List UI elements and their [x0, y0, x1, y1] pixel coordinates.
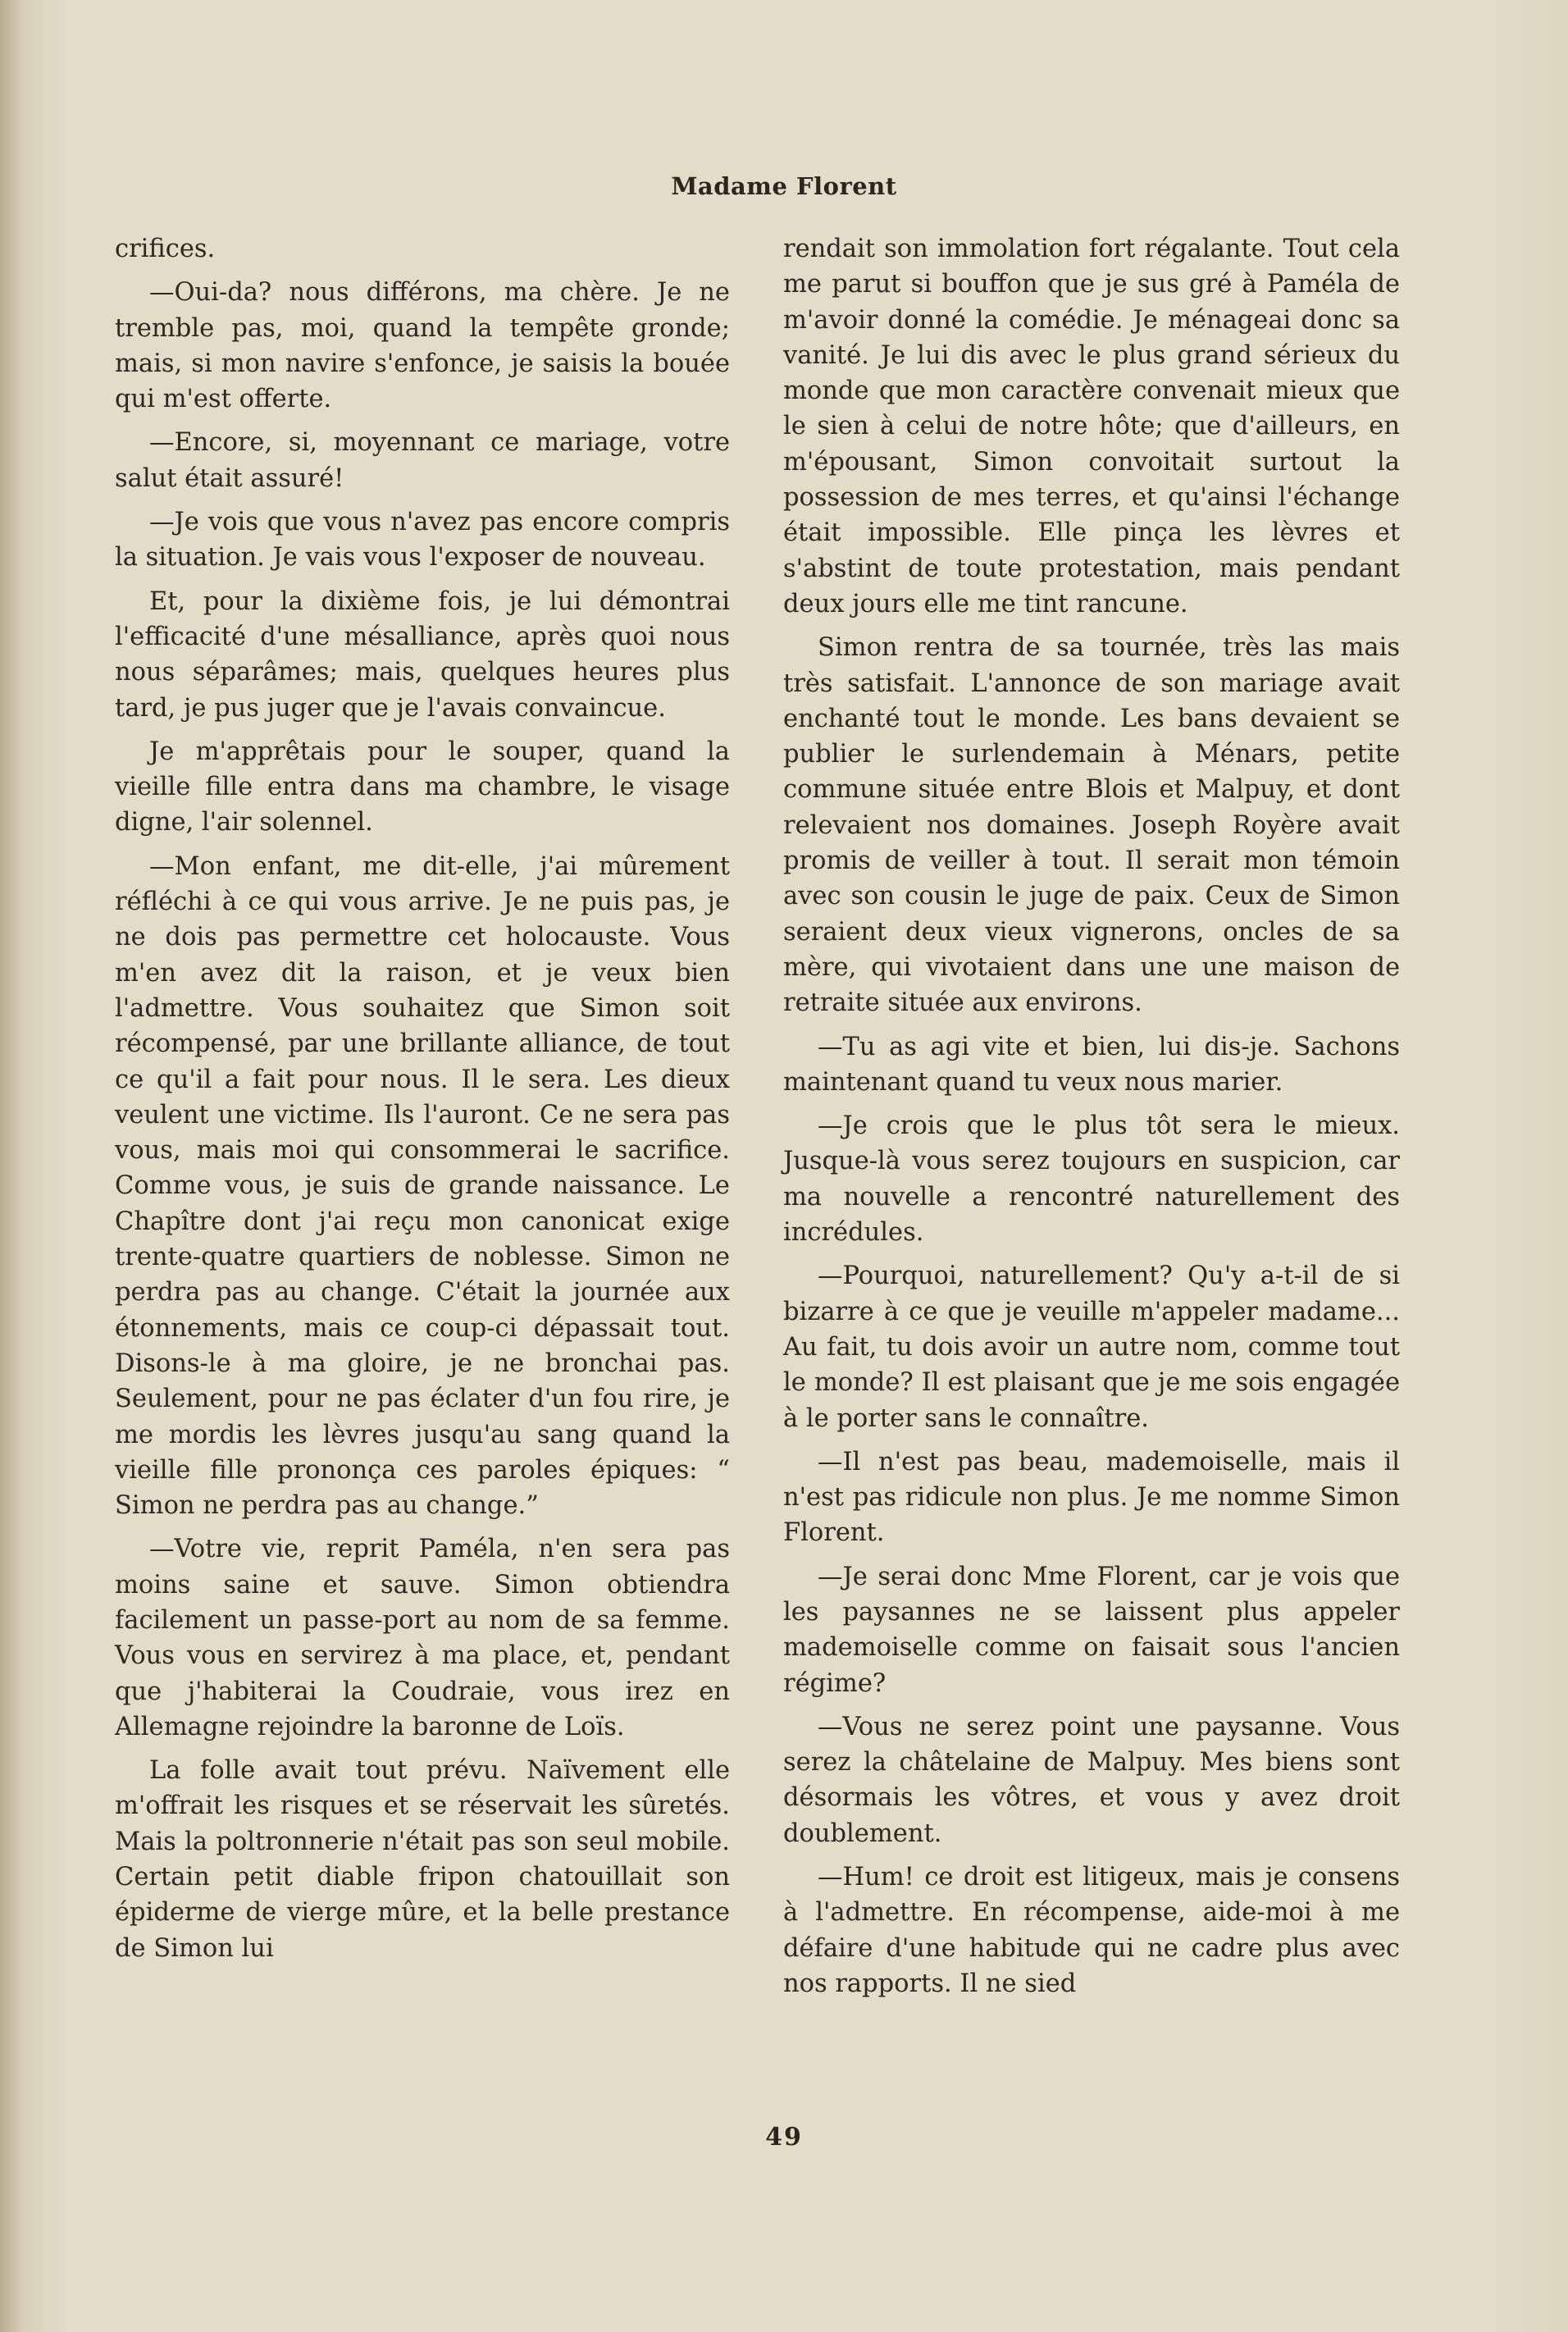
paragraph: —Vous ne serez point une paysanne. Vous serez la châtelaine de Malpuy. Mes biens sont désormais les vôtres, et vous y avez droit doublement. — [783, 1712, 1400, 1848]
paragraph: Et, pour la dixième fois, je lui démontrai l'efficacité d'une mésalliance, après quoi nous nous séparâmes; mais, quelques heures plus tard, je pus juger que je l'avais convaincue. — [115, 586, 730, 723]
right-column — [783, 231, 1400, 2010]
paragraph: —Pourquoi, naturellement? Qu'y a-t-il de si bizarre à ce que je veuille m'appeler madame... Au fait, tu dois avoir un autre nom, comme tout le monde? Il est plaisant que je me sois engagée à le porter sans le connaître. — [783, 1262, 1400, 1433]
page-number: 49 — [765, 2123, 803, 2152]
paragraph: rendait son immolation fort régalante. Tout cela me parut si bouffon que je sus gré à Paméla de m'avoir donné la comédie. Je ménageai donc sa vanité. Je lui dis avec le plus grand sérieux du monde que mon caractère convenait mieux que le sien à celui de notre hôte; que d'ailleurs, en m'épousant, Simon convoitait surtout la possession de mes terres, et qu'ainsi l'échange était impossible. Elle pinça les lèvres et s'abstint de toute protestation, mais pendant deux jours elle me tint rancune. — [783, 235, 1400, 618]
running-title: Madame Florent — [671, 172, 897, 200]
paragraph: crifices. — [115, 235, 216, 263]
paragraph: —Il n'est pas beau, mademoiselle, mais il n'est pas ridicule non plus. Je me nomme Simon Florent. — [783, 1447, 1400, 1548]
paragraph: —Oui-da? nous différons, ma chère. Je ne tremble pas, moi, quand la tempête gronde; mais, si mon navire s'enfonce, je saisis la bouée qui m'est offerte. — [115, 278, 730, 414]
left-column — [115, 231, 730, 1974]
paragraph: —Je crois que le plus tôt sera le mieux. Jusque-là vous serez toujours en suspicion, car ma nouvelle a rencontré naturellement des incrédules. — [783, 1111, 1400, 1248]
paragraph: La folle avait tout prévu. Naïvement elle m'offrait les risques et se réservait les sûretés. Mais la poltronnerie n'était pas son seul mobile. Certain petit diable fripon chatouillait son épiderme de vierge mûre, et la belle prestance de Simon lui — [115, 1756, 730, 1963]
paragraph: —Encore, si, moyennant ce mariage, votre salut était assuré! — [115, 428, 730, 493]
paragraph: Je m'apprêtais pour le souper, quand la vieille fille entra dans ma chambre, le visage digne, l'air solennel. — [115, 737, 730, 837]
paragraph: —Tu as agi vite et bien, lui dis-je. Sachons maintenant quand tu veux nous marier. — [783, 1032, 1400, 1097]
paragraph: Simon rentra de sa tournée, très las mais très satisfait. L'annonce de son mariage avait enchanté tout le monde. Les bans devaient se publier le surlendemain à Ménars, petite commune située entre Blois et Malpuy, et dont relevaient nos domaines. Joseph Royère avait promis de veiller à tout. Il serait mon témoin avec son cousin le juge de paix. Ceux de Simon seraient deux vieux vignerons, oncles de sa mère, qui vivotaient dans une une maison de retraite située aux environs. — [783, 633, 1400, 1018]
paragraph: —Je serai donc Mme Florent, car je vois que les paysannes ne se laissent plus appeler mademoiselle comme on faisait sous l'ancien régime? — [783, 1562, 1400, 1698]
paragraph: —Mon enfant, me dit-elle, j'ai mûrement réfléchi à ce qui vous arrive. Je ne puis pas, je ne dois pas permettre cet holocauste. Vous m'en avez dit la raison, et je veux bien l'admettre. Vous souhaitez que Simon soit récompensé, par une brillante alliance, de tout ce qu'il a fait pour nous. Il le sera. Les dieux veulent une victime. Ils l'auront. Ce ne sera pas vous, mais moi qui consommerai le sacrifice. Comme vous, je suis de grande naissance. Le Chapître dont j'ai reçu mon canonicat exige trente-quatre quartiers de noblesse. Simon ne perdra pas au change. C'était la journée aux étonnements, mais ce coup-ci dépassait tout. Disons-le à ma gloire, je ne bronchai pas. Seulement, pour ne pas éclater d'un fou rire, je me mordis les lèvres jusqu'au sang quand la vieille fille prononça ces paroles épiques: “ Simon ne perdra pas au change.” — [115, 851, 730, 1521]
paragraph: —Votre vie, reprit Paméla, n'en sera pas moins saine et sauve. Simon obtiendra facilement un passe-port au nom de sa femme. Vous vous en servirez à ma place, et, pendant que j'habiterai la Coudraie, vous irez en Allemagne rejoindre la baronne de Loïs. — [115, 1535, 730, 1741]
paragraph: —Je vois que vous n'avez pas encore compris la situation. Je vais vous l'exposer de nouveau. — [115, 508, 730, 573]
paragraph: —Hum! ce droit est litigeux, mais je consens à l'admettre. En récompense, aide-moi à me défaire d'une habitude qui ne cadre plus avec nos rapports. Il ne sied — [783, 1863, 1400, 1998]
